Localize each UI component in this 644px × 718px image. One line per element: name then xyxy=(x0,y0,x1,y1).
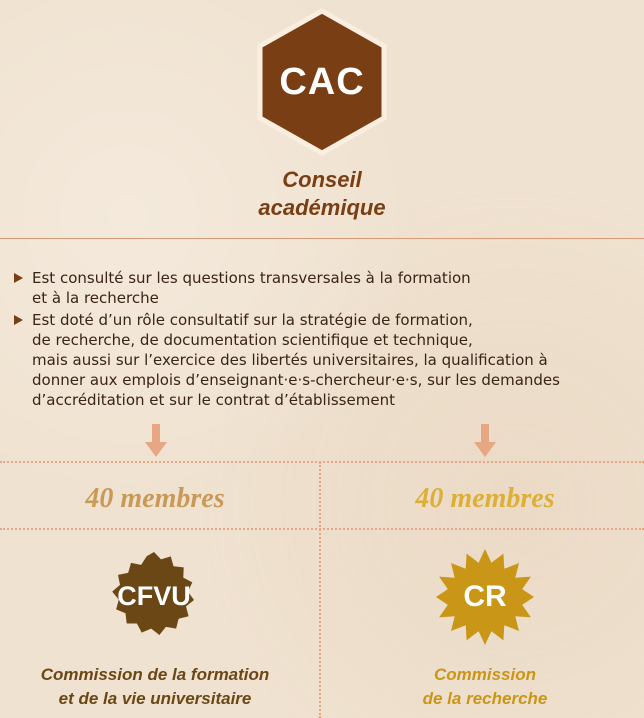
bullet-line: Est consulté sur les questions transversales à la formation xyxy=(32,269,471,287)
bullet-line: donner aux emplois d’enseignant·e·s-chercheur·e·s, sur les demandes xyxy=(32,371,560,389)
cfvu-name-line1: Commission de la formation xyxy=(40,665,270,684)
bullet-line: et à la recherche xyxy=(32,289,159,307)
triangle-right-icon xyxy=(14,315,23,325)
bullet-item xyxy=(14,310,634,410)
cfvu-badge xyxy=(108,550,200,642)
bullet-line: mais aussi sur l’exercice des libertés universitaires, la qualification à xyxy=(32,351,548,369)
cac-hexagon xyxy=(254,8,390,156)
bullet-item xyxy=(14,268,634,308)
bullet-line: Est doté d’un rôle consultatif sur la stratégie de formation, xyxy=(32,311,473,329)
cr-abbr: CR xyxy=(463,580,507,613)
triangle-right-icon xyxy=(14,273,23,283)
dotted-divider xyxy=(0,461,644,463)
cac-title-line1: Conseil xyxy=(282,167,362,192)
section-divider xyxy=(0,238,644,239)
bullet-line: d’accréditation et sur le contrat d’établissement xyxy=(32,391,395,409)
cr-name-line2: de la recherche xyxy=(422,689,548,708)
cr-badge xyxy=(436,548,534,646)
column-divider xyxy=(319,462,321,718)
cfvu-members: 40 membres xyxy=(85,483,225,514)
cac-title-line2: académique xyxy=(258,195,386,220)
bullet-line: de recherche, de documentation scientifique et technique, xyxy=(32,331,473,349)
cac-abbr: CAC xyxy=(279,60,365,103)
bullet-list xyxy=(14,268,634,412)
cfvu-abbr: CFVU xyxy=(117,580,191,611)
cr-members: 40 membres xyxy=(415,483,555,514)
cr-name-line1: Commission xyxy=(433,665,537,684)
arrow-down-icon xyxy=(474,424,496,458)
dotted-divider xyxy=(0,528,644,530)
cfvu-name-line2: et de la vie universitaire xyxy=(58,689,252,708)
arrow-down-icon xyxy=(145,424,167,458)
